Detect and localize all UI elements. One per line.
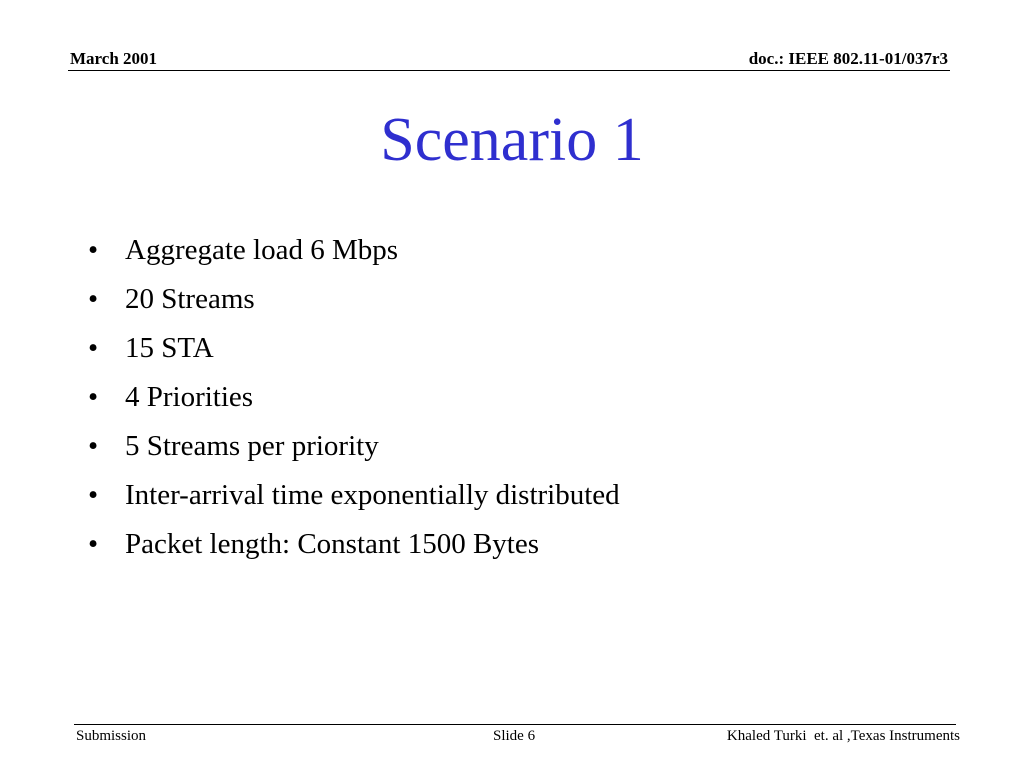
footer-slide-number: Slide 6: [493, 728, 536, 744]
header-doc-id: doc.: IEEE 802.11-01/037r3: [748, 49, 948, 68]
bullet-text: Aggregate load 6 Mbps: [125, 234, 399, 266]
bullet-marker: •: [88, 381, 99, 413]
bullet-marker: •: [88, 332, 99, 364]
footer-divider: [74, 724, 956, 725]
bullet-marker: •: [88, 479, 99, 511]
bullet-text: 15 STA: [125, 332, 214, 364]
bullet-list: [88, 226, 620, 569]
bullet-item: [88, 275, 620, 324]
bullet-text: Packet length: Constant 1500 Bytes: [125, 528, 540, 560]
bullet-marker: •: [88, 283, 99, 315]
bullet-marker: •: [88, 430, 99, 462]
bullet-text: 5 Streams per priority: [125, 430, 379, 462]
slide-title: Scenario 1: [380, 106, 644, 174]
bullet-item: [88, 373, 620, 422]
bullet-text: Inter-arrival time exponentially distributed: [125, 479, 620, 511]
bullet-item: [88, 422, 620, 471]
footer-submission: Submission: [76, 728, 147, 744]
bullet-item: [88, 226, 620, 275]
bullet-item: [88, 520, 620, 569]
footer-author: Khaled Turki et. al ,Texas Instruments: [726, 728, 960, 744]
bullet-item: [88, 324, 620, 373]
bullet-item: [88, 471, 620, 520]
header-divider: [68, 70, 950, 71]
bullet-marker: •: [88, 234, 99, 266]
header-date: March 2001: [70, 49, 158, 68]
bullet-text: 4 Priorities: [125, 381, 254, 413]
bullet-marker: •: [88, 528, 99, 560]
bullet-text: 20 Streams: [125, 283, 255, 315]
